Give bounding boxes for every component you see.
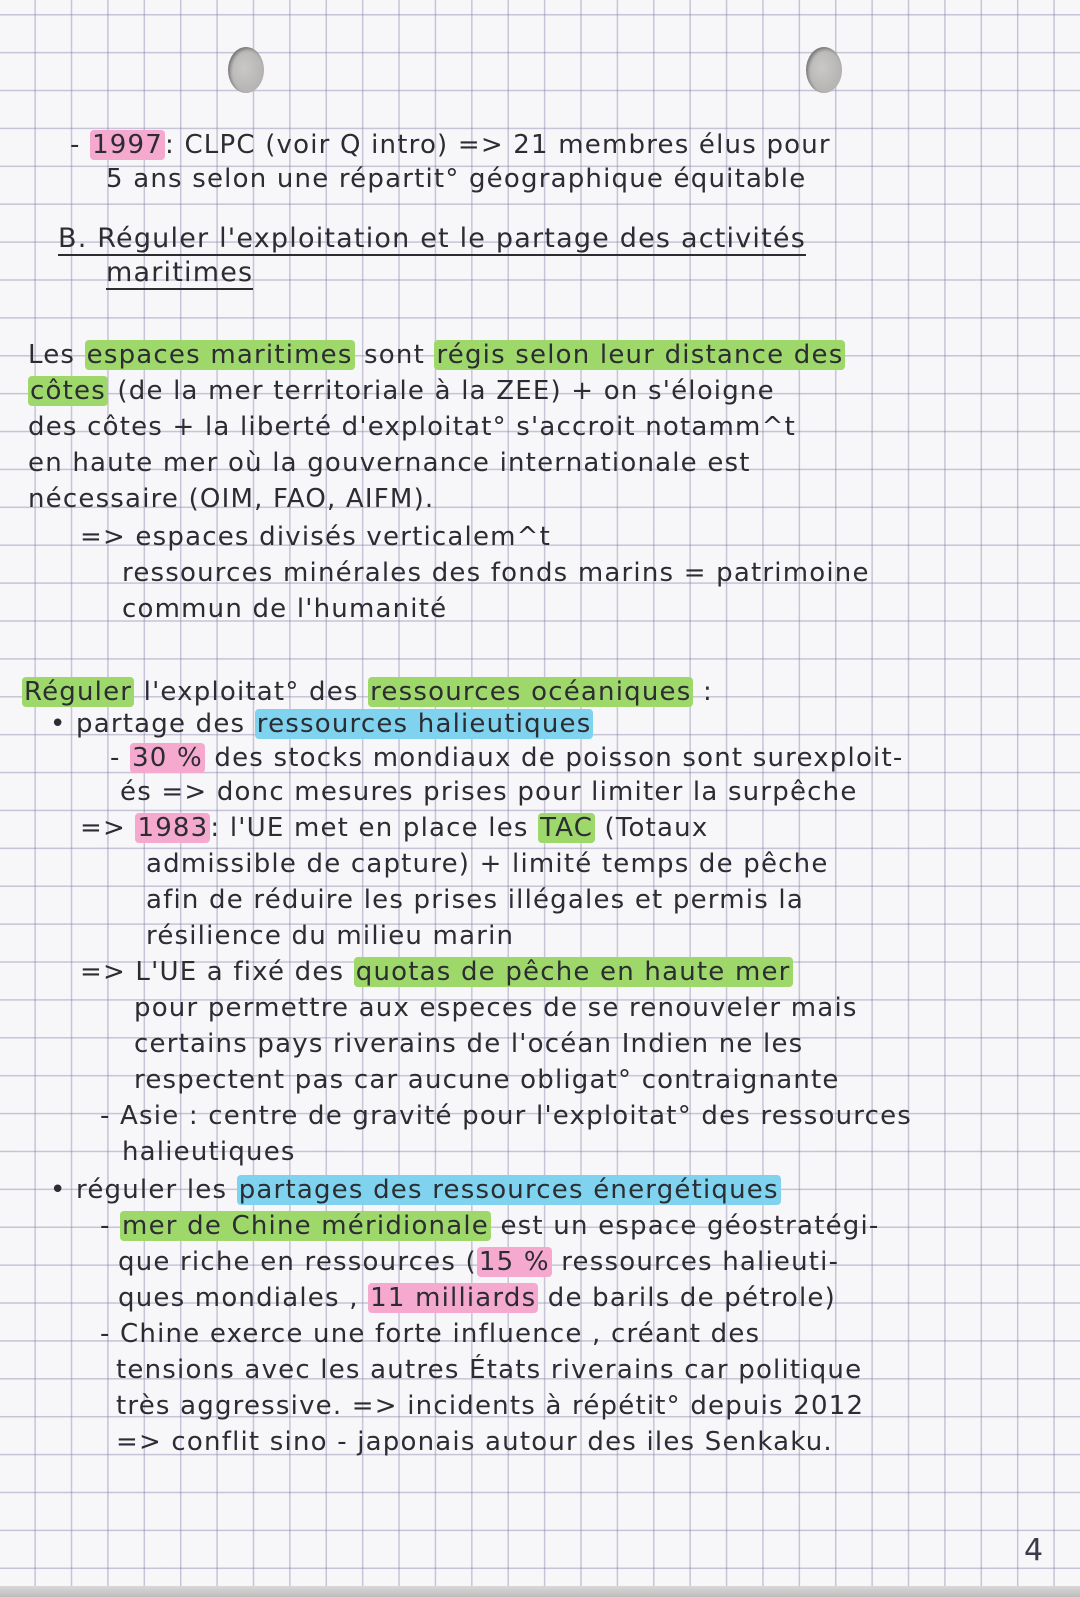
resources-heading [22,675,713,709]
arrow-icon: => [80,813,126,843]
item-chine-influence-line-4: => conflit sino - japonais autour des iles Senkaku. [116,1427,833,1457]
text: est un espace géostratégi- [491,1211,880,1241]
bullet-halieutiques [50,707,593,741]
item-tac-line-3: afin de réduire les prises illégales et permis la [146,885,804,915]
highlight-15-percent: 15 % [478,1247,550,1277]
text: des stocks mondiaux de poisson sont surexploit- [204,743,904,773]
section-b-title-line-1 [58,222,806,256]
intro-line-2: 5 ans selon une répartit° géographique équitable [106,164,807,194]
item-surexploitation-line-2: és => donc mesures prises pour limiter la surpêche [120,777,858,807]
item-chine-influence-line-3: très aggressive. => incidents à répétit° depuis 2012 [116,1391,865,1421]
highlight-cotes: côtes [30,376,106,406]
highlight-tac: TAC [540,813,594,843]
section-b-title: B. Réguler l'exploitation et le partage des activités [58,223,806,254]
text: partage des [76,709,255,739]
highlight-mer-de-chine: mer de Chine méridionale [122,1211,489,1241]
item-quotas-line-2: pour permettre aux especes de se renouveler mais [134,993,858,1023]
intro-line-1 [70,128,831,162]
section-b-title-cont: maritimes [106,257,254,288]
item-asie: - Asie : centre de gravité pour l'exploitat° des ressources [100,1101,913,1131]
text: ques mondiales , [118,1283,369,1313]
highlight-30-percent: 30 % [132,743,203,773]
bullet-dot-icon: • [50,1175,67,1205]
paragraph-1-line-4: en haute mer où la gouvernance internationale est [28,448,751,478]
highlight-espaces-maritimes: espaces maritimes [86,340,353,370]
bullet-dot-icon: • [50,709,67,739]
item-tac-line-2: admissible de capture) + limité temps de pêche [146,849,829,879]
item-quotas [80,955,793,989]
text: ressources halieuti- [551,1247,840,1277]
highlight-11-milliards: 11 milliards [370,1283,537,1313]
paragraph-1-line-7: ressources minérales des fonds marins = patrimoine [122,558,870,588]
bullet-dash: - [70,130,81,160]
highlight-quotas-peche: quotas de pêche en haute mer [355,957,791,987]
highlight-reguler: Réguler [24,677,133,707]
text: Les [28,340,85,370]
text: sont [354,340,435,370]
text: réguler les [76,1175,237,1205]
item-mer-de-chine [100,1209,880,1243]
item-chine-influence: - Chine exerce une forte influence , créant des [100,1319,761,1349]
bullet-dash: - [100,1211,121,1241]
highlight-ressources-oceaniques: ressources océaniques [370,677,692,707]
paragraph-1-line-3: des côtes + la liberté d'exploitat° s'accroit notamm^t [28,412,796,442]
page-number: 4 [1024,1533,1044,1568]
paragraph-1-line-5: nécessaire (OIM, FAO, AIFM). [28,484,435,514]
item-tac [80,811,708,845]
text: (de la mer territoriale à la ZEE) + on s'éloigne [107,376,775,406]
text: : [693,677,713,707]
highlight-ressources-halieutiques: ressources halieutiques [256,709,592,739]
item-asie-line-2: halieutiques [122,1137,296,1167]
section-b-title-line-2 [106,256,253,290]
paragraph-1-line-1 [28,338,845,372]
bullet-dash: - [110,743,121,773]
text: => L'UE a fixé des [80,957,354,987]
item-mer-de-chine-line-2 [118,1245,839,1279]
bullet-energetiques [50,1173,781,1207]
item-quotas-line-3: certains pays riverains de l'océan Indien ne les [134,1029,804,1059]
text: (Totaux [595,813,709,843]
paragraph-1-line-8: commun de l'humanité [122,594,448,624]
item-tac-line-4: résilience du milieu marin [146,921,515,951]
text: l'exploitat° des [134,677,369,707]
item-chine-influence-line-2: tensions avec les autres États riverains car politique [116,1355,863,1385]
highlight-ressources-energetiques: partages des ressources énergétiques [238,1175,779,1205]
text: : l'UE met en place les [210,813,539,843]
item-mer-de-chine-line-3 [118,1281,836,1315]
punch-hole-right [806,47,842,93]
highlight-regis-selon: régis selon leur distance des [436,340,844,370]
text: de barils de pétrole) [538,1283,836,1313]
item-surexploitation [110,741,903,775]
intro-text: : CLPC (voir Q intro) => 21 membres élus pour [165,130,831,160]
item-quotas-line-4: respectent pas car aucune obligat° contraignante [134,1065,840,1095]
highlight-1983: 1983 [137,813,209,843]
paper-edge [0,1586,1080,1597]
punch-hole-left [228,47,264,93]
paragraph-1-line-2 [28,374,775,408]
text: que riche en ressources ( [118,1247,477,1277]
paragraph-1-line-6: => espaces divisés verticalem^t [80,522,552,552]
highlight-year-1997: 1997 [92,130,164,160]
